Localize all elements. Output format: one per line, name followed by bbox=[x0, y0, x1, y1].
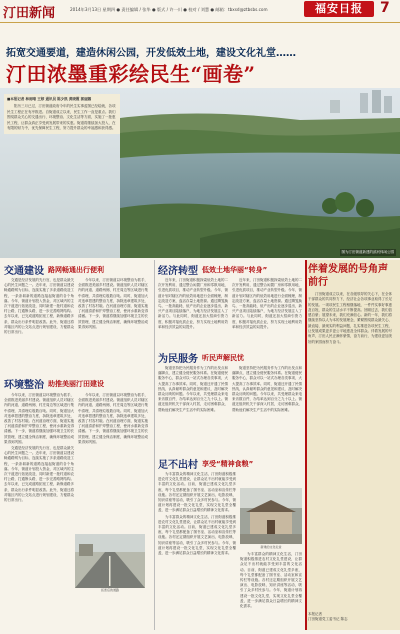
headline: 汀田浓墨重彩绘民生“画卷” bbox=[6, 62, 256, 86]
photo-caption: 图为汀田街道新建的滨河休闲公园 bbox=[341, 250, 394, 254]
culture-text: 为丰富群众的精神文化生活，汀田街道积极推进农村文化礼堂建设，让群众足不出村就能享受到丰富的文化活动。目前，街道已建成文化礼堂多座，每个礼堂都配备了图书室、活动室和宣传栏等设施。各村还定期组织开展文艺演出、电影放映、知识讲座等活动，吸引了众多村民参与。今年，街道计划再建设一批文化礼堂，实现文化礼堂全覆盖，进一步满足群众日益增长的精神文化需求。 bbox=[158, 472, 236, 513]
culture-text-2: 为丰富群众的精神文化生活，汀田街道积极推进农村文化礼堂建设，让群众足不出村就能享受到丰富的文化活动。目前，街道已建成文化礼堂多座，每个礼堂都配备了图书室、活动室和宣传栏等设施。各村还定期组织开展文艺演出、电影放映、知识讲座等活动，吸引了众多村民参与。今年，街道计划再建设一批文化礼堂，实现文化礼堂全覆盖，进一步满足群众日益增长的精神文化需求。 bbox=[240, 552, 302, 609]
culture-col-2 bbox=[240, 552, 302, 610]
section-culture-heading bbox=[158, 456, 253, 471]
economy-text-2: 近年来，汀田街道积极探索低效土地的二次开发利用，通过整合闲置厂房和零散用地，引进优质项目，推动产业转型升级。今年，街道计划对辖区内的低效用地进行全面梳理，制定改造方案，盘活存量土地资源。通过腾笼换鸟，一批高能耗、低产出的企业逐步退出，新兴产业项目陆续落户，为地方经济发展注入了新活力。与此同时，街道还加大招商引资力度，积极对接优质企业，努力实现土地利用效率和经济效益的双提升。 bbox=[232, 278, 302, 329]
economy-col-1 bbox=[158, 278, 228, 331]
section-subtitle: 路网畅通出行便利 bbox=[48, 265, 104, 274]
section-keyword: 环境整治 bbox=[4, 380, 44, 391]
newspaper-logo bbox=[304, 1, 374, 17]
masthead bbox=[0, 0, 400, 23]
section-service-heading bbox=[158, 350, 244, 365]
culture-hall-photo bbox=[240, 488, 302, 544]
section-economy-heading bbox=[158, 262, 267, 277]
byline: ■本报记者 林雨晴 王婷 通讯员 陈少凯 黄晓霞 郭丽娜 bbox=[7, 97, 92, 101]
section-environment-heading bbox=[4, 376, 104, 391]
subheadline: 拓宽交通要道，建造休闲公园，开发低效土地，建设文化礼堂…… bbox=[6, 48, 296, 59]
environment-text-2: 今年以来，汀田街道以环境整治为抓手，全面推进美丽乡村建设。街道组织人员对辖区内的河道、道路两侧、村庄周边等区域进行集中清理，共清理垃圾数百吨。同时，街道加大对违章搭建的整治力度，拆除违章建筑多处，改善了村容村貌。在河道治理方面，街道实施了河道清淤和护岸整治工程，使河水重新变得清澈。下一步，街道将继续加强环境卫生的长效管理，建立健全保洁制度，确保环境整治成果得到巩固。 bbox=[78, 393, 148, 444]
sidebar-author: 本报记者 汀田街道党工委书记 陈志 bbox=[308, 612, 348, 621]
culture-photo-caption: 新建的文化礼堂 bbox=[260, 545, 282, 549]
service-col-2 bbox=[232, 366, 302, 414]
section-keyword: 足不出村 bbox=[158, 460, 198, 471]
section-subtitle: 听民声解民忧 bbox=[202, 353, 244, 362]
sidebar-text bbox=[308, 292, 394, 346]
traffic-col-2 bbox=[78, 278, 148, 331]
road-photo bbox=[75, 534, 145, 588]
section-traffic-heading bbox=[4, 262, 104, 277]
section-subtitle: 享受“精神食粮” bbox=[202, 459, 254, 468]
page-number: 7 bbox=[380, 0, 390, 16]
section-keyword: 交通建设 bbox=[4, 266, 44, 277]
sidebar-title: 伴着发展的号角声前行 bbox=[308, 264, 388, 288]
logo-text: 福安日报 bbox=[315, 2, 363, 15]
traffic-text: 交通是经济发展的先行官，也是群众最关心的民生问题之一。近年来，汀田街道以建设畅通路网为目标，连续实施了多条道路改造工程，一条条崭新的道路连接起街道的各个角落。今年，街道计划投入资金，对区域内的主次干道进行拓宽改造，同时新建一批村道和农村公路，打通断头路，进一步完善路网结构。去年以来，已完成道路拓宽工程，新修道路多条，群众出行条件明显改善。此外，街道还将对辖区内的公交站点进行规划建设，方便群众的日常出行。 bbox=[4, 278, 74, 335]
service-col-1 bbox=[158, 366, 228, 414]
culture-text-more: 为丰富群众的精神文化生活，汀田街道积极推进农村文化礼堂建设，让群众足不出村就能享受到丰富的文化活动。目前，街道已建成文化礼堂多座，每个礼堂都配备了图书室、活动室和宣传栏等设施。各村还定期组织开展文艺演出、电影放映、知识讲座等活动，吸引了众多村民参与。今年，街道计划再建设一批文化礼堂，实现文化礼堂全覆盖，进一步满足群众日益增长的精神文化需求。 bbox=[158, 514, 236, 556]
column-divider bbox=[154, 260, 155, 630]
sidebar-paragraph: 汀田街道成立以来，在各级领导的关心下，在全体干部群众的共同努力下，经济社会各项事业取得了长足的发展。一项项民生工程相继落地，一件件实事好事惠及百姓，群众的生活水平不断提高。回顾过去，我们倍感自豪；展望未来，我们充满信心。新的一年，我们将继续坚持以人为本的发展理念，紧紧围绕群众最关心、最直接、最现实的利益问题，扎实推进各项民生工程，让发展成果更多更公平地惠及全体群众。伴着发展的号角声，汀田人民正满怀豪情，奋力前行，为建设更加美好的家园而努力奋斗。 bbox=[308, 292, 392, 344]
environment-text: 今年以来，汀田街道以环境整治为抓手，全面推进美丽乡村建设。街道组织人员对辖区内的河道、道路两侧、村庄周边等区域进行集中清理，共清理垃圾数百吨。同时，街道加大对违章搭建的整治力度，拆除违章建筑多处，改善了村容村貌。在河道治理方面，街道实施了河道清淤和护岸整治工程，使河水重新变得清澈。下一步，街道将继续加强环境卫生的长效管理，建立健全保洁制度，确保环境整治成果得到巩固。 bbox=[4, 393, 74, 444]
section-name: 汀田新闻 bbox=[3, 6, 56, 21]
section-subtitle: 助推美丽汀田建设 bbox=[48, 379, 104, 388]
issue-info: 2014年3月13日 星期四 ● 责任编辑 / 张华 ● 版式 / 许一川 ● 校对 / 刘慧 ● 邮箱：tbxsd@ztbsbs.com bbox=[70, 7, 268, 12]
section-keyword: 经济转型 bbox=[158, 266, 198, 277]
culture-col-1 bbox=[158, 472, 236, 557]
economy-col-2 bbox=[232, 278, 302, 331]
service-text-2: 街道坚持把为民服务作为工作的出发点和落脚点，建立健全便民服务体系。在街道便民服务中心，群众可以一站式办理各类事项，大大提高了办事效率。同时，街道还开通了民情热线，认真倾听群众的意见和建议，及时解决群众反映的问题。今年以来，共受理群众来电来访数百件，办结率达到百分之九十以上。街道还组织机关干部深入村居，走访困难群众，帮助他们解决生产生活中的实际困难。 bbox=[232, 366, 302, 412]
environment-col-1 bbox=[4, 393, 74, 504]
section-subtitle: 低效土地华丽“转身” bbox=[202, 265, 268, 274]
road-photo-caption: 拓宽后的道路 bbox=[100, 588, 119, 592]
environment-col-2 bbox=[78, 393, 148, 446]
economy-text: 近年来，汀田街道积极探索低效土地的二次开发利用，通过整合闲置厂房和零散用地，引进优质项目，推动产业转型升级。今年，街道计划对辖区内的低效用地进行全面梳理，制定改造方案，盘活存量土地资源。通过腾笼换鸟，一批高能耗、低产出的企业逐步退出，新兴产业项目陆续落户，为地方经济发展注入了新活力。与此同时，街道还加大招商引资力度，积极对接优质企业，努力实现土地利用效率和经济效益的双提升。 bbox=[158, 278, 228, 329]
traffic-extra: 交通是经济发展的先行官，也是群众最关心的民生问题之一。近年来，汀田街道以建设畅通路网为目标，连续实施了多条道路改造工程，一条条崭新的道路连接起街道的各个角落。今年，街道计划投入资金，对区域内的主次干道进行拓宽改造，同时新建一批村道和农村公路，打通断头路，进一步完善路网结构。去年以来，已完成道路拓宽工程，新修道路多条，群众出行条件明显改善。此外，街道还将对辖区内的公交站点进行规划建设，方便群众的日常出行。 bbox=[4, 446, 74, 503]
road-image bbox=[75, 534, 145, 588]
intro-text: 阳历三月已过，汀田街道政府今年的民生实事蓝图已经绘就，各项民生工程正在有序推进。自街道成立以来，民生工作一直是重点。我们围绕群众关心的交通出行、环境整治、文化生活等方面，实施了一批惠民工程，让群众真正享受到发展带来的实惠。街道将继续加大投入，在有限的财力中，优先保障民生工程，努力提升群众的幸福感和获得感。 bbox=[7, 104, 116, 131]
traffic-col-1 bbox=[4, 278, 74, 336]
culture-hall-image bbox=[240, 488, 302, 544]
service-text: 街道坚持把为民服务作为工作的出发点和落脚点，建立健全便民服务体系。在街道便民服务中心，群众可以一站式办理各类事项，大大提高了办事效率。同时，街道还开通了民情热线，认真倾听群众的意见和建议，及时解决群众反映的问题。今年以来，共受理群众来电来访数百件，办结率达到百分之九十以上。街道还组织机关干部深入村居，走访困难群众，帮助他们解决生产生活中的实际困难。 bbox=[158, 366, 228, 412]
intro-box bbox=[4, 94, 120, 134]
environment-lead: 今年以来，汀田街道以环境整治为抓手，全面推进美丽乡村建设。街道组织人员对辖区内的河道、道路两侧、村庄周边等区域进行集中清理，共清理垃圾数百吨。同时，街道加大对违章搭建的整治力度，拆除违章建筑多处，改善了村容村貌。在河道治理方面，街道实施了河道清淤和护岸整治工程，使河水重新变得清澈。下一步，街道将继续加强环境卫生的长效管理，建立健全保洁制度，确保环境整治成果得到巩固。 bbox=[78, 278, 148, 329]
section-keyword: 为民服务 bbox=[158, 354, 198, 365]
